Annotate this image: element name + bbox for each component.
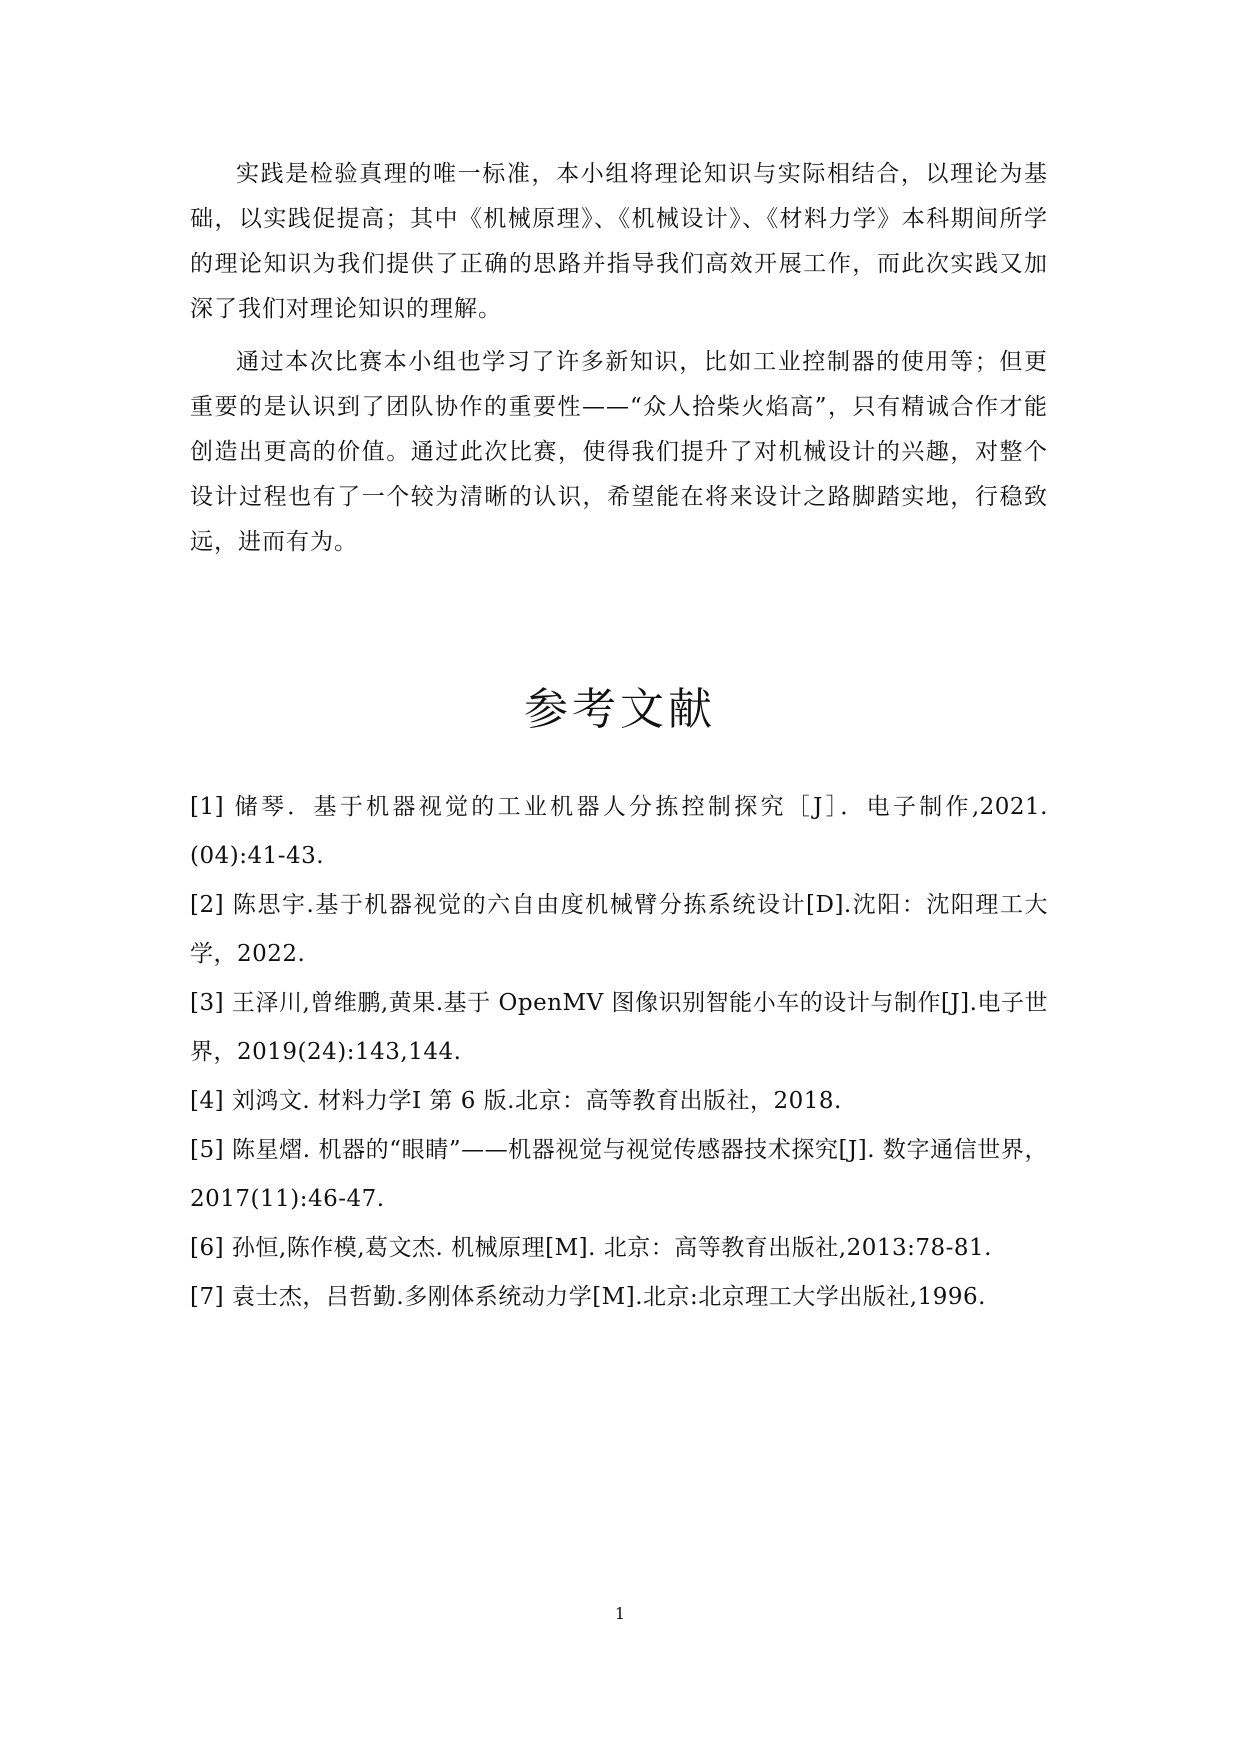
references-heading: 参考文献 xyxy=(524,684,716,735)
reference-item: [7] 袁士杰，吕哲勤.多刚体系统动力学[M].北京:北京理工大学出版社,1996. xyxy=(190,1284,986,1310)
reference-item: [4] 刘鸿文. 材料力学Ⅰ 第 6 版.北京：高等教育出版社，2018. xyxy=(190,1088,842,1114)
reference-item: [5] 陈星熠. 机器的“眼睛”——机器视觉与视觉传感器技术探究[J]. 数字通信世界，2017(11):46-47. xyxy=(190,1137,1048,1212)
reference-item: [6] 孙恒,陈作模,葛文杰. 机械原理[M]. 北京：高等教育出版社,2013:78-81. xyxy=(190,1235,992,1261)
body-paragraph: 实践是检验真理的唯一标准，本小组将理论知识与实际相结合，以理论为基础，以实践促提高；其中《机械原理》、《机械设计》、《材料力学》本科期间所学的理论知识为我们提供了正确的思路并指导我们高效开展工作，而此次实践又加深了我们对理论知识的理解。 xyxy=(190,161,1048,322)
reference-item: [1] 储琴．基于机器视觉的工业机器人分拣控制探究［J］．电子制作,2021.(04):41-43. xyxy=(190,794,1048,869)
reference-list xyxy=(190,783,1048,1322)
body-text xyxy=(190,152,1048,573)
reference-item: [2] 陈思宇.基于机器视觉的六自由度机械臂分拣系统设计[D].沈阳：沈阳理工大学，2022. xyxy=(190,892,1048,967)
reference-item: [3] 王泽川,曾维鹏,黄果.基于 OpenMV 图像识别智能小车的设计与制作[J].电子世界，2019(24):143,144. xyxy=(190,990,1048,1065)
body-paragraph: 通过本次比赛本小组也学习了许多新知识，比如工业控制器的使用等；但更重要的是认识到了团队协作的重要性——“众人拾柴火焰高”，只有精诚合作才能创造出更高的价值。通过此次比赛，使得我们提升了对机械设计的兴趣，对整个设计过程也有了一个较为清晰的认识，希望能在将来设计之路脚踏实地，行稳致远，进而有为。 xyxy=(190,349,1048,555)
page-number: 1 xyxy=(614,1604,626,1623)
